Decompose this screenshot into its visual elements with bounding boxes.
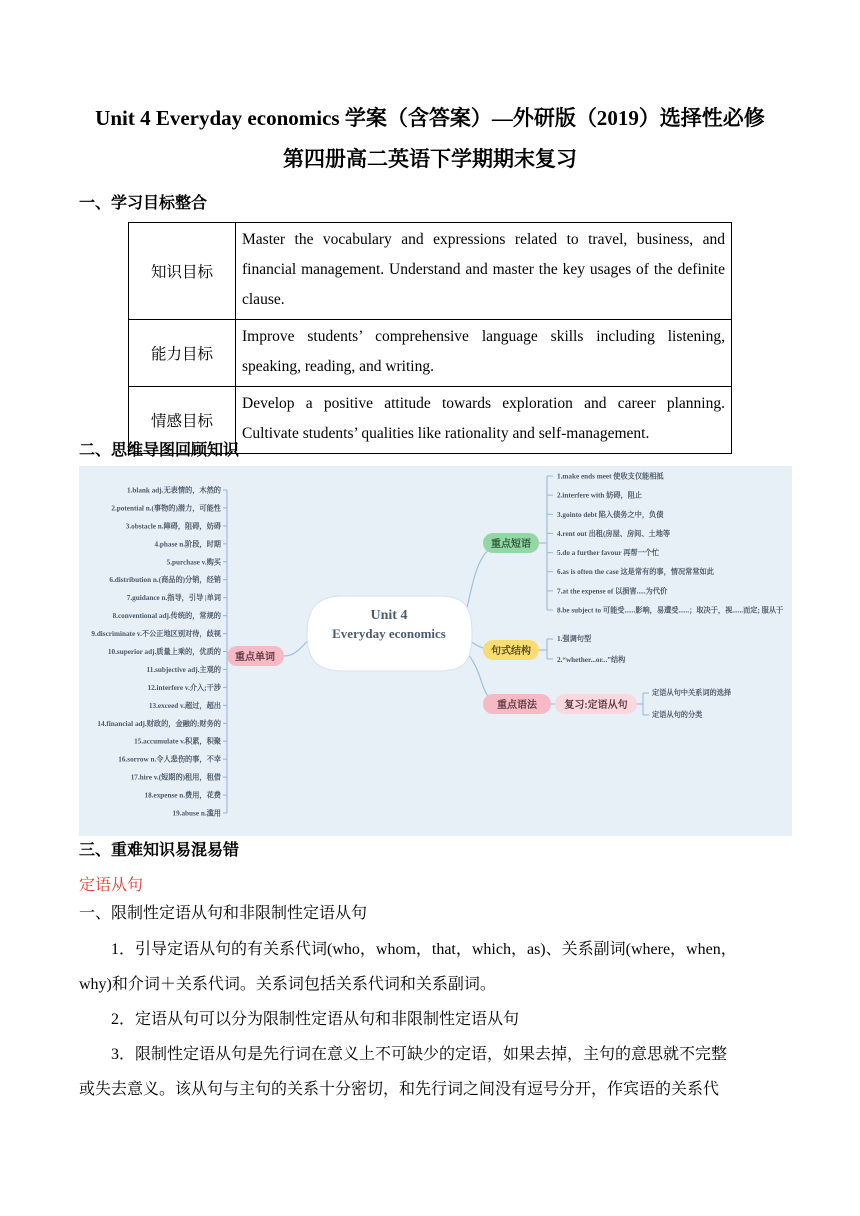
sentence-leaf: 1.强调句型 [557, 635, 592, 643]
grammar-node-label: 重点语法 [497, 700, 537, 711]
phrase-leaf: 6.as is often the case 这是常有的事，情况常常如此 [557, 568, 714, 577]
grammar-leaf: 定语从句的分类 [652, 711, 703, 719]
vocab-leaf: 16.sorrow n.令人悲伤的事，不幸 [118, 755, 221, 764]
goal-text: Develop a positive attitude towards exploration and career planning. Cultivate students’ qualities like rationality and self-management. [236, 387, 732, 454]
vocab-leaf: 8.conventional adj.传统的，常规的 [112, 612, 221, 621]
vocab-leaf: 11.subjective adj.主观的 [146, 665, 221, 674]
goal-label: 情感目标 [129, 387, 236, 454]
vocab-leaf: 5.purchase v.购买 [166, 558, 221, 567]
paragraph-2: 2．定语从句可以分为限制性定语从句和非限制性定语从句 [111, 1011, 520, 1028]
mindmap [79, 466, 792, 836]
goals-row [129, 320, 732, 387]
vocab-leaf: 18.expense n.费用，花费 [144, 791, 221, 800]
paragraph-3a: 3．限制性定语从句是先行词在意义上不可缺少的定语，如果去掉，主句的意思就不完整 [111, 1046, 728, 1063]
phrase-leaf: 8.be subject to 可能受......影响，易遭受......；取决于，视......而定; 服从于 [557, 606, 784, 615]
vocab-leaf: 3.obstacle n.障碍，阻碍，妨碍 [125, 522, 221, 531]
paragraph-3b: 或失去意义。该从句与主句的关系十分密切，和先行词之间没有逗号分开，作宾语的关系代 [79, 1081, 720, 1098]
vocab-leaf: 6.distribution n.(商品的)分销，经销 [109, 576, 221, 585]
phrase-leaf: 1.make ends meet 使收支仅能相抵 [557, 472, 664, 481]
section-heading-goals: 一、学习目标整合 [79, 195, 208, 212]
sentence-leaf: 2.“whether...or...”结构 [557, 656, 626, 664]
section-heading-difficult: 三、重难知识易混易错 [79, 842, 240, 859]
goal-label: 能力目标 [129, 320, 236, 387]
vocab-leaf: 19.abuse n.滥用 [172, 809, 221, 818]
vocab-leaf: 9.discriminate v.不公正地区别对待，歧视 [91, 630, 221, 639]
goal-text: Master the vocabulary and expressions related to travel, business, and financial management. Understand and master the key usages of the definite clause. [236, 223, 732, 320]
sub-heading: 一、限制性定语从句和非限制性定语从句 [79, 905, 368, 922]
goal-label: 知识目标 [129, 223, 236, 320]
goal-text: Improve students’ comprehensive language skills including listening, speaking, reading, and writing. [236, 320, 732, 387]
paragraph-1a: 1．引导定语从句的有关系代词(who，whom，that，which，as)、关系副词(where，when， [111, 941, 737, 958]
vocab-leaf: 13.exceed v.超过，超出 [148, 701, 221, 710]
topic-heading-red: 定语从句 [79, 877, 144, 894]
phrases-node-label: 重点短语 [491, 539, 531, 550]
vocab-leaf: 4.phase n.阶段，时期 [154, 540, 221, 549]
vocab-leaf: 2.potential n.(事物的)潜力，可能性 [111, 504, 221, 513]
vocab-leaf: 1.blank adj.无表情的，木然的 [126, 486, 221, 495]
center-node-line2: Everyday economics [332, 626, 446, 641]
phrase-leaf: 7.at the expense of 以损害.....为代价 [557, 587, 668, 596]
phrase-leaf: 5.do a further favour 再帮一个忙 [557, 549, 660, 558]
paragraph-1b: why)和介词＋关系代词。关系词包括关系代词和关系副词。 [79, 976, 496, 993]
review-node-label: 复习:定语从句 [564, 700, 628, 711]
vocab-leaf: 17.hire v.(短期的)租用，租借 [130, 773, 221, 782]
grammar-leaf: 定语从句中关系词的选择 [652, 689, 732, 697]
section-heading-mindmap: 二、思维导图回顾知识 [79, 442, 240, 459]
goals-row [129, 223, 732, 320]
vocab-node-label: 重点单词 [235, 652, 275, 663]
phrase-leaf: 2.interfere with 妨碍，阻止 [557, 491, 643, 500]
center-node-line1: Unit 4 [370, 608, 408, 623]
sentence-node-label: 句式结构 [491, 646, 531, 657]
phrase-leaf: 4.rent out 出租(房屋、房间、土地等 [557, 529, 671, 538]
goals-table [128, 222, 732, 454]
doc-title-line2: 第四册高二英语下学期期末复习 [283, 147, 577, 171]
vocab-leaf: 14.financial adj.财政的，金融的;财务的 [97, 719, 221, 728]
vocab-leaf: 15.accumulate v.积累，积聚 [134, 737, 221, 746]
vocab-leaf: 12.interfere v.介入;干涉 [147, 683, 221, 692]
vocab-leaf: 10.superior adj.质量上乘的，优质的 [107, 648, 221, 656]
vocab-leaf: 7.guidance n.指导，引导 |单词 [126, 594, 221, 603]
phrase-leaf: 3.gointo debt 陷入债务之中，负债 [557, 510, 664, 519]
doc-title-line1: Unit 4 Everyday economics 学案（含答案）—外研版（2019）选择性必修 [95, 106, 765, 130]
